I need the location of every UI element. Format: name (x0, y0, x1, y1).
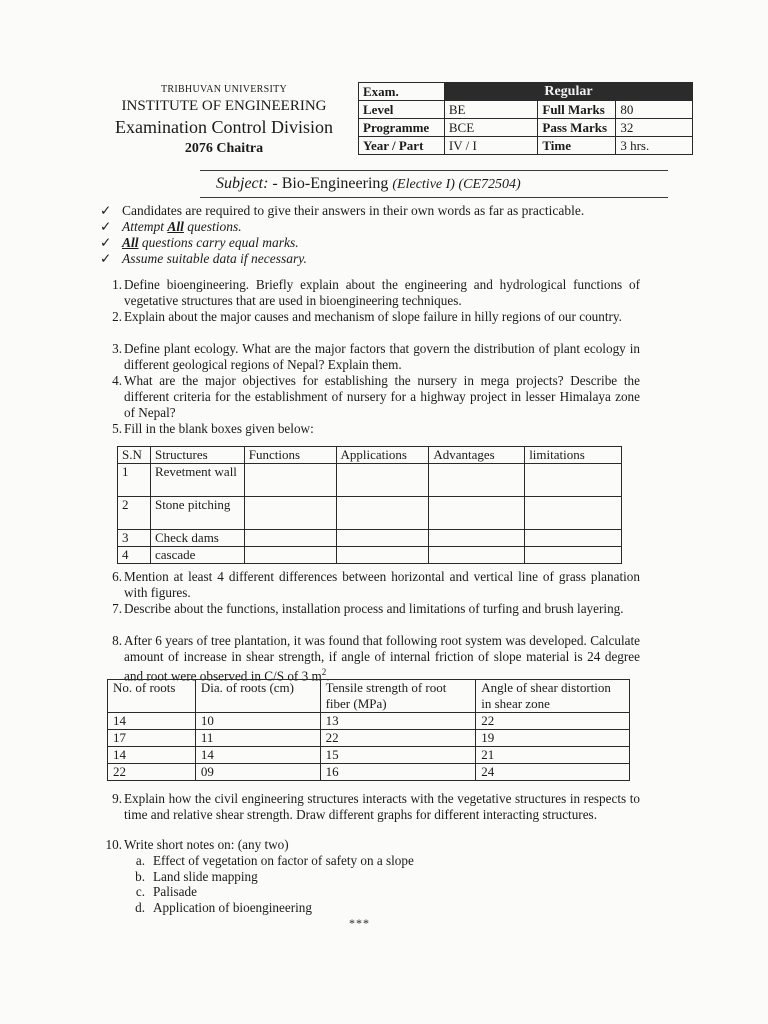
meta-row-exam (359, 83, 693, 101)
meta-programme-label: Programme (359, 119, 445, 137)
table-cell: 19 (476, 730, 630, 747)
table-header: Applications (336, 447, 429, 464)
question-3 (96, 341, 640, 373)
table-header: Angle of shear distortion in shear zone (476, 680, 630, 713)
table-row (108, 764, 630, 781)
meta-row-year (359, 137, 693, 155)
question-5 (96, 421, 640, 437)
blank-cell (525, 547, 622, 564)
blank-cell (525, 530, 622, 547)
table-cell: 22 (476, 713, 630, 730)
instruction-text: Candidates are required to give their answers in their own words as far as practicable. (122, 203, 585, 218)
exam-meta-table (358, 82, 693, 155)
table-row (108, 713, 630, 730)
meta-pass-marks-label: Pass Marks (538, 119, 616, 137)
question-2 (96, 309, 640, 325)
short-note-c (124, 884, 524, 900)
question-text: Explain about the major causes and mechanism of slope failure in hilly regions of our country. (124, 309, 622, 324)
blank-cell (244, 530, 336, 547)
question-8 (96, 633, 640, 684)
exam-session: 2076 Chaitra (184, 141, 264, 156)
subject-line (216, 175, 521, 193)
meta-exam-label: Exam. (359, 83, 445, 101)
item-text: Palisade (153, 884, 197, 899)
instruction-item (100, 203, 660, 219)
table-header: Advantages (429, 447, 525, 464)
subject-name: - Bio-Engineering (268, 175, 393, 192)
checkmark-icon: ✓ (100, 235, 112, 250)
university-name: TRIBHUVAN UNIVERSITY (160, 84, 288, 95)
table-cell: 14 (108, 713, 196, 730)
meta-full-marks-value: 80 (616, 101, 693, 119)
short-note-a (124, 853, 524, 869)
divider-bottom (200, 197, 668, 198)
meta-row-level (359, 101, 693, 119)
question-number: 4. (112, 373, 122, 388)
short-note-b (124, 869, 524, 885)
meta-programme-value: BCE (444, 119, 537, 137)
table-row (118, 530, 622, 547)
blank-cell (244, 547, 336, 564)
question-number: 8. (112, 633, 122, 648)
meta-level-value: BE (444, 101, 537, 119)
question-text: Explain how the civil engineering structures interacts with the vegetative structures in respects to time and relative shear strength. Draw different graphs for different interacting structures. (124, 791, 640, 822)
blank-cell (336, 497, 429, 530)
meta-full-marks-label: Full Marks (538, 101, 616, 119)
table-cell: 22 (108, 764, 196, 781)
table-header-row (118, 447, 622, 464)
table-cell: 2 (118, 497, 151, 530)
question-text: Write short notes on: (any two) (124, 837, 289, 852)
blank-cell (429, 497, 525, 530)
checkmark-icon: ✓ (100, 251, 112, 266)
structures-table (117, 446, 622, 564)
meta-exam-value: Regular (444, 83, 692, 101)
meta-level-label: Level (359, 101, 445, 119)
table-header: S.N (118, 447, 151, 464)
table-cell: 4 (118, 547, 151, 564)
instruction-item (100, 235, 660, 251)
root-data-table (107, 679, 630, 781)
blank-cell (244, 497, 336, 530)
table-header: Tensile strength of root fiber (MPa) (320, 680, 476, 713)
question-number: 5. (112, 421, 122, 436)
question-number: 10. (105, 837, 122, 852)
question-number: 9. (112, 791, 122, 806)
table-header: Functions (244, 447, 336, 464)
question-text: Define bioengineering. Briefly explain about the engineering and hydrological functions of vegetative structures that are used in bioengineering techniques. (124, 277, 640, 308)
instruction-text: Assume suitable data if necessary. (122, 251, 307, 266)
subject-prefix: Subject: (216, 175, 269, 192)
blank-cell (336, 530, 429, 547)
blank-cell (429, 530, 525, 547)
table-cell: 14 (195, 747, 320, 764)
question-text: Mention at least 4 different differences between horizontal and vertical line of grass planation with figures. (124, 569, 640, 600)
question-text: Fill in the blank boxes given below: (124, 421, 314, 436)
table-row (118, 547, 622, 564)
divider-top (200, 170, 668, 171)
meta-pass-marks-value: 32 (616, 119, 693, 137)
table-header: No. of roots (108, 680, 196, 713)
short-note-d (124, 900, 524, 916)
table-cell: 11 (195, 730, 320, 747)
subject-code: (Elective I) (CE72504) (392, 177, 521, 192)
table-row (118, 497, 622, 530)
meta-year-label: Year / Part (359, 137, 445, 155)
instruction-text: All questions carry equal marks. (122, 235, 299, 250)
question-number: 6. (112, 569, 122, 584)
question-text: After 6 years of tree plantation, it was found that following root system was developed. Calculate amount of increase in shear strength, if angle of internal friction of slope material is 24 degree and root were observed in C/S of 3 $m^2$. (124, 633, 640, 683)
blank-cell (525, 497, 622, 530)
question-9 (96, 791, 640, 823)
table-cell: 1 (118, 464, 151, 497)
table-cell: 3 (118, 530, 151, 547)
table-cell: 09 (195, 764, 320, 781)
question-text: What are the major objectives for establishing the nursery in mega projects? Describe the different criteria for the establishment of nursery for a highway project in lesser Himalaya zone of Nepal? (124, 373, 640, 420)
table-row (108, 747, 630, 764)
question-1 (96, 277, 640, 309)
table-cell: cascade (150, 547, 244, 564)
checkmark-icon: ✓ (100, 219, 112, 234)
blank-cell (525, 464, 622, 497)
table-cell: 24 (476, 764, 630, 781)
question-number: 3. (112, 341, 122, 356)
table-cell: 15 (320, 747, 476, 764)
table-cell: 21 (476, 747, 630, 764)
table-cell: Check dams (150, 530, 244, 547)
table-cell: 17 (108, 730, 196, 747)
table-header: Dia. of roots (cm) (195, 680, 320, 713)
instruction-item (100, 251, 660, 267)
item-letter: d. (135, 900, 145, 915)
question-4 (96, 373, 640, 420)
table-cell: 22 (320, 730, 476, 747)
question-number: 1. (112, 277, 122, 292)
meta-time-value: 3 hrs. (616, 137, 693, 155)
question-number: 7. (112, 601, 122, 616)
table-header: limitations (525, 447, 622, 464)
blank-cell (336, 547, 429, 564)
end-marker: *** (349, 916, 370, 930)
meta-time-label: Time (538, 137, 616, 155)
checkmark-icon: ✓ (100, 203, 112, 218)
instructions-list (100, 203, 660, 267)
meta-year-value: IV / I (444, 137, 537, 155)
item-text: Effect of vegetation on factor of safety on a slope (153, 853, 414, 868)
table-cell: Stone pitching (150, 497, 244, 530)
question-7 (96, 601, 640, 617)
table-row (118, 464, 622, 497)
question-text: Define plant ecology. What are the major factors that govern the distribution of plant ecology in different geological regions of Nepal? Explain them. (124, 341, 640, 372)
question-number: 2. (112, 309, 122, 324)
blank-cell (244, 464, 336, 497)
question-10 (96, 837, 640, 853)
exam-header (88, 83, 360, 158)
division-name: Examination Control Division (115, 117, 333, 137)
meta-row-programme (359, 119, 693, 137)
instruction-item (100, 219, 660, 235)
table-cell: 16 (320, 764, 476, 781)
item-text: Application of bioengineering (153, 900, 312, 915)
blank-cell (429, 547, 525, 564)
instruction-text: Attempt All questions. (122, 219, 242, 234)
item-letter: a. (135, 853, 145, 868)
table-cell: 14 (108, 747, 196, 764)
table-cell: Revetment wall (150, 464, 244, 497)
item-letter: c. (135, 884, 145, 899)
institute-name: INSTITUTE OF ENGINEERING (121, 98, 327, 114)
blank-cell (429, 464, 525, 497)
table-header: Structures (150, 447, 244, 464)
blank-cell (336, 464, 429, 497)
table-cell: 10 (195, 713, 320, 730)
table-cell: 13 (320, 713, 476, 730)
item-letter: b. (135, 869, 145, 884)
table-header-row (108, 680, 630, 713)
question-6 (96, 569, 640, 601)
table-row (108, 730, 630, 747)
item-text: Land slide mapping (153, 869, 258, 884)
question-text: Describe about the functions, installation process and limitations of turfing and brush layering. (124, 601, 624, 616)
